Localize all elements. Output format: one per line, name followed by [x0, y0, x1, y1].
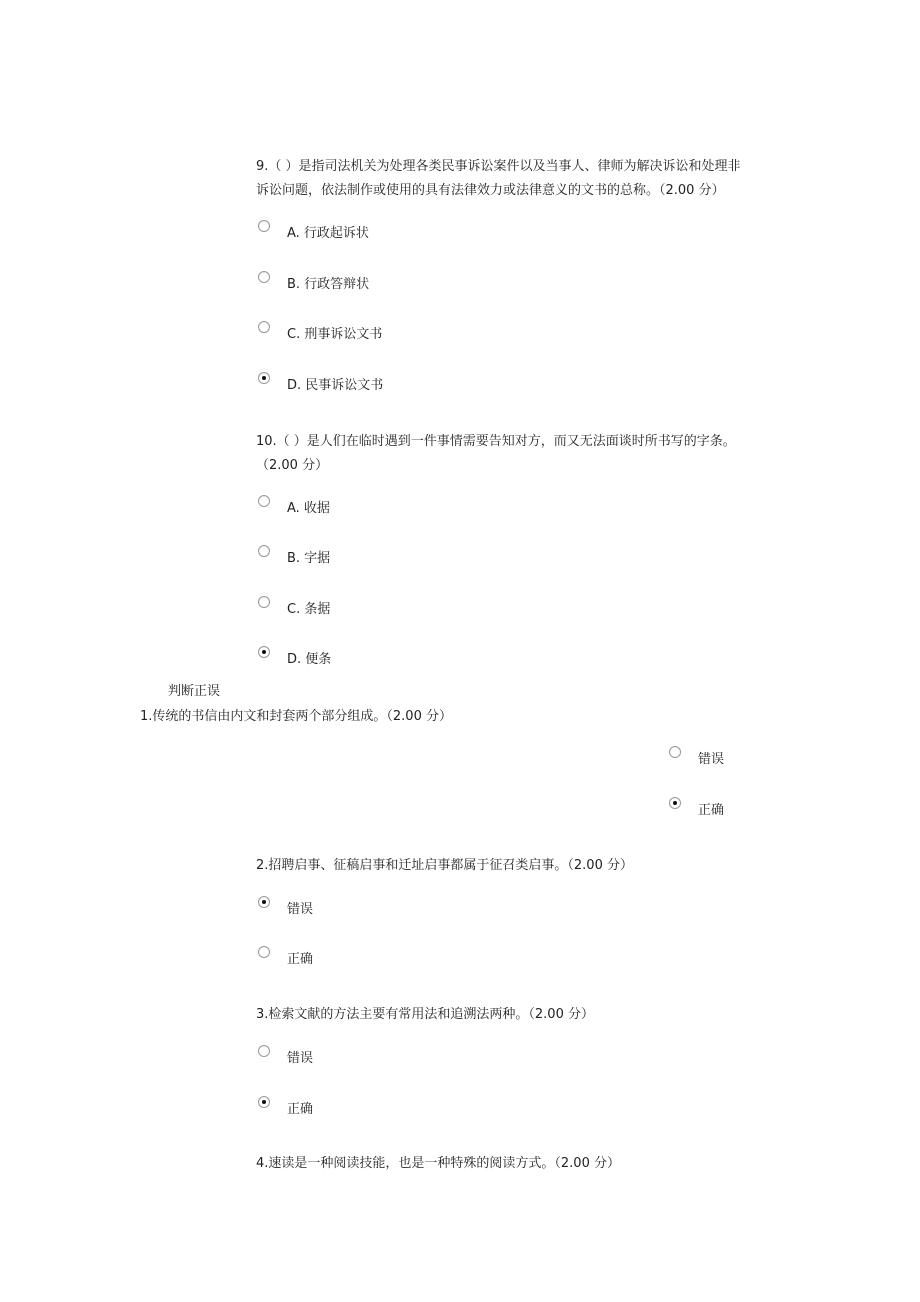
q9-option-b-radio[interactable]: [258, 271, 270, 283]
q9-option-a-label: A. 行政起诉状: [287, 226, 369, 241]
tf-question-3-text: 3.检索文献的方法主要有常用法和追溯法两种。（2.00 分）: [256, 1007, 594, 1022]
q9-option-b-label: B. 行政答辩状: [287, 277, 370, 292]
tf3-option-false-label: 错误: [287, 1051, 314, 1066]
q9-option-a-radio[interactable]: [258, 220, 270, 232]
tf3-option-false-radio[interactable]: [258, 1045, 270, 1057]
tf1-option-true-label: 正确: [698, 803, 725, 818]
q10-option-c-label: C. 条据: [287, 602, 331, 617]
section-title: 判断正误: [168, 684, 221, 699]
q10-option-b-radio[interactable]: [258, 545, 270, 557]
q9-option-c-radio[interactable]: [258, 321, 270, 333]
q9-option-d-radio[interactable]: [258, 372, 270, 384]
question-9-text-line1: 9.（ ）是指司法机关为处理各类民事诉讼案件以及当事人、律师为解决诉讼和处理非: [256, 159, 741, 174]
tf3-option-true-radio[interactable]: [258, 1096, 270, 1108]
q10-option-a-radio[interactable]: [258, 495, 270, 507]
tf-question-4-text: 4.速读是一种阅读技能，也是一种特殊的阅读方式。（2.00 分）: [256, 1156, 620, 1171]
tf2-option-true-label: 正确: [287, 952, 314, 967]
tf1-option-false-label: 错误: [698, 752, 725, 767]
tf-question-2-text: 2.招聘启事、征稿启事和迁址启事都属于征召类启事。（2.00 分）: [256, 858, 633, 873]
question-10-text-line1: 10.（ ）是人们在临时遇到一件事情需要告知对方，而又无法面谈时所书写的字条。: [256, 434, 736, 449]
tf2-option-false-label: 错误: [287, 902, 314, 917]
question-10-text-line2: （2.00 分）: [256, 458, 329, 473]
q10-option-d-label: D. 便条: [287, 652, 332, 667]
question-9-text-line2: 诉讼问题，依法制作或使用的具有法律效力或法律意义的文书的总称。（2.00 分）: [256, 183, 725, 198]
q10-option-a-label: A. 收据: [287, 501, 330, 516]
q10-option-b-label: B. 字据: [287, 551, 331, 566]
tf1-option-true-radio[interactable]: [669, 797, 681, 809]
tf1-option-false-radio[interactable]: [669, 746, 681, 758]
tf2-option-true-radio[interactable]: [258, 946, 270, 958]
q9-option-c-label: C. 刑事诉讼文书: [287, 327, 383, 342]
tf2-option-false-radio[interactable]: [258, 896, 270, 908]
q10-option-d-radio[interactable]: [258, 646, 270, 658]
tf3-option-true-label: 正确: [287, 1102, 314, 1117]
q10-option-c-radio[interactable]: [258, 596, 270, 608]
q9-option-d-label: D. 民事诉讼文书: [287, 378, 384, 393]
tf-question-1-text: 1.传统的书信由内文和封套两个部分组成。（2.00 分）: [140, 709, 452, 724]
